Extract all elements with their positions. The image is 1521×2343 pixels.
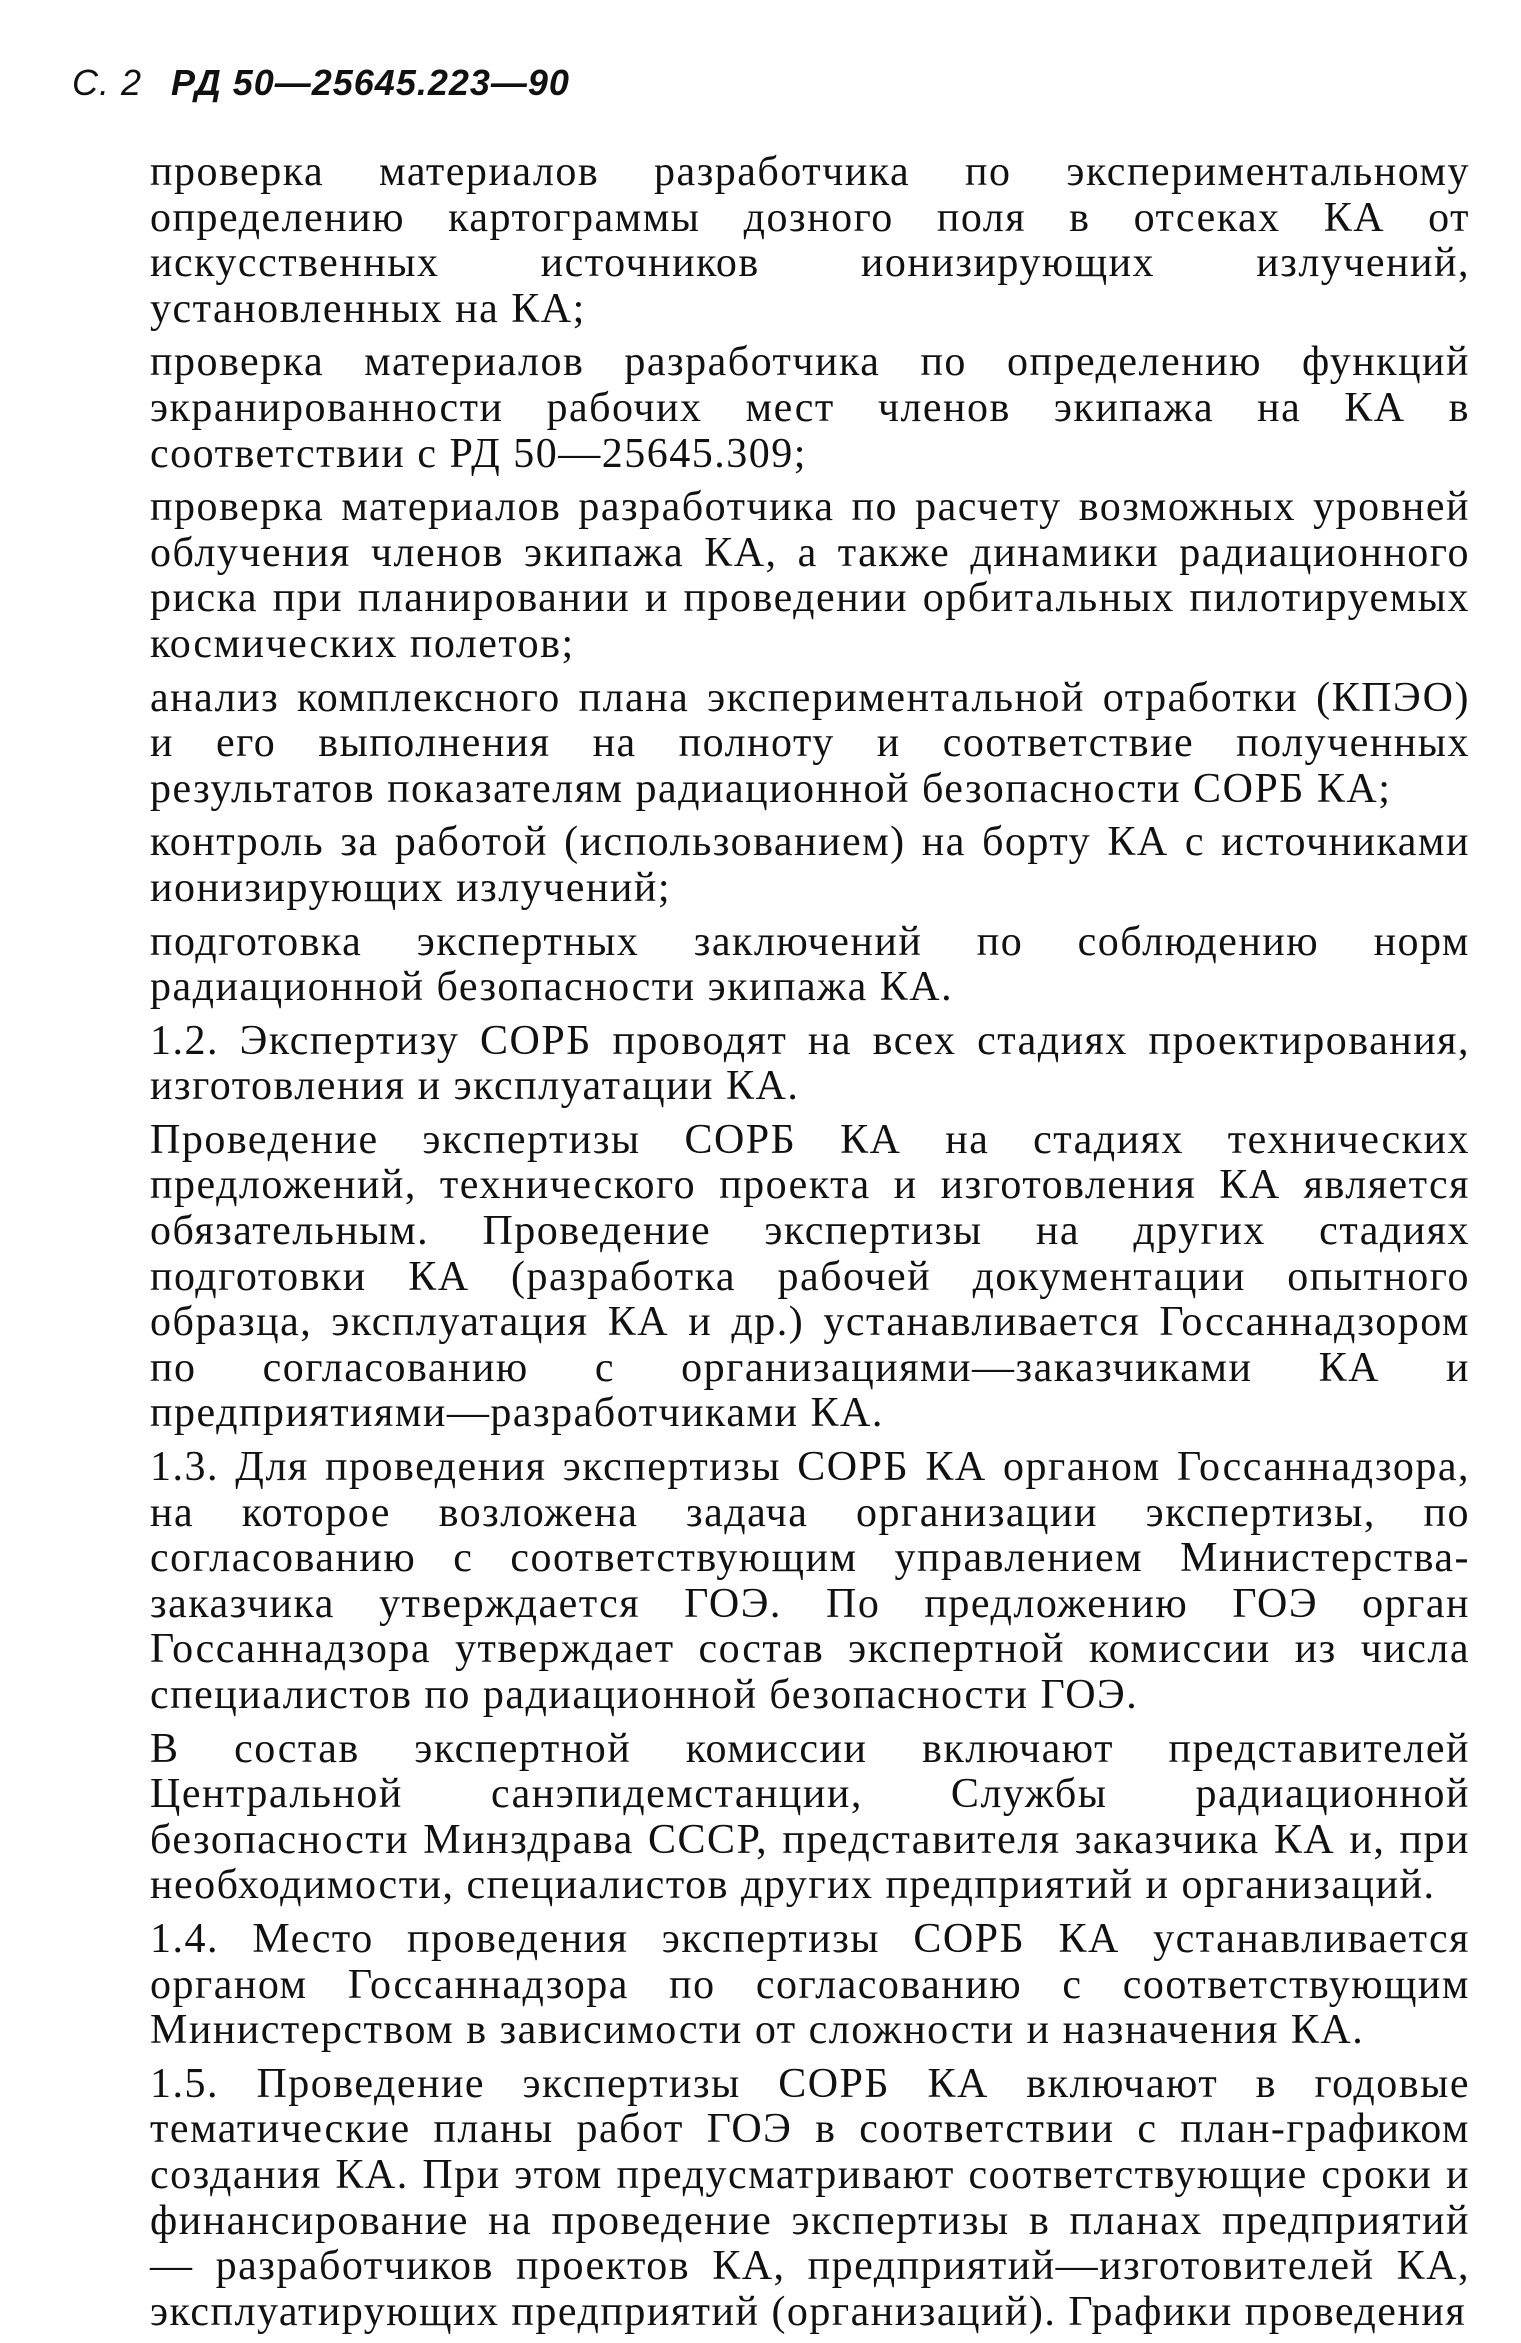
paragraph-1-5: 1.5. Проведение экспертизы СОРБ КА включают в годовые тематические планы работ ГОЭ в соответствии с план-графиком создания КА. При этом предусматривают соответствующие сроки и финансирование на проведение экспертизы в планах предприятий — разработчиков проектов КА, предприятий—изготовителей КА, эксплуатирующих предприятий (организаций). Графики проведения [150, 2060, 1470, 2335]
paragraph-1-2: 1.2. Экспертизу СОРБ проводят на всех стадиях проектирования, изготовления и эксплуатации КА. [150, 1017, 1470, 1110]
paragraph-commission-composition: В состав экспертной комиссии включают представителей Центральной санэпидемстанции, Службы радиационной безопасности Минздрава СССР, представителя заказчика КА и, при необходимости, специалистов других предприятий и организаций. [150, 1725, 1470, 1909]
paragraph-1-4: 1.4. Место проведения экспертизы СОРБ КА устанавливается органом Госсаннадзора по согласованию с соответствующим Министерством в зависимости от сложности и назначения КА. [150, 1915, 1470, 2054]
body-text [150, 150, 1470, 2343]
page-number: С. 2 [72, 62, 143, 103]
paragraph-item-6: подготовка экспертных заключений по соблюдению норм радиационной безопасности экипажа КА. [150, 918, 1470, 1011]
paragraph-item-2: проверка материалов разработчика по определению функций экранированности рабочих мест членов экипажа на КА в соответствии с РД 50—25645.309; [150, 339, 1470, 477]
paragraph-1-3: 1.3. Для проведения экспертизы СОРБ КА органом Госсаннадзора, на которое возложена задача организации экспертизы, по согласованию с соответствующим управлением Министерства-заказчика утверждается ГОЭ. По предложению ГОЭ орган Госсаннадзора утверждает состав экспертной комиссии из числа специалистов по радиационной безопасности ГОЭ. [150, 1444, 1470, 1718]
paragraph-item-1: проверка материалов разработчика по экспериментальному определению картограммы дозного поля в отсеках КА от искусственных источников ионизирующих излучений, установленных на КА; [150, 149, 1470, 332]
paragraph-item-4: анализ комплексного плана экспериментальной отработки (КПЭО) и его выполнения на полноту и соответствие полученных результатов показателям радиационной безопасности СОРБ КА; [150, 674, 1470, 812]
paragraph-item-3: проверка материалов разработчика по расчету возможных уровней облучения членов экипажа КА, а также динамики радиационного риска при планировании и проведении орбитальных пилотируемых космических полетов; [150, 484, 1470, 667]
paragraph-expertise-stages: Проведение экспертизы СОРБ КА на стадиях технических предложений, технического проекта и изготовления КА является обязательным. Проведение экспертизы на других стадиях подготовки КА (разработка рабочей документации опытного образца, эксплуатация КА и др.) устанавливается Госсаннадзором по согласованию с организациями—заказчиками КА и предприятиями—разработчиками КА. [150, 1116, 1470, 1437]
page-header [72, 62, 570, 104]
paragraph-item-5: контроль за работой (использованием) на борту КА с источниками ионизирующих излучений; [150, 819, 1470, 911]
document-code: РД 50—25645.223—90 [171, 62, 570, 103]
